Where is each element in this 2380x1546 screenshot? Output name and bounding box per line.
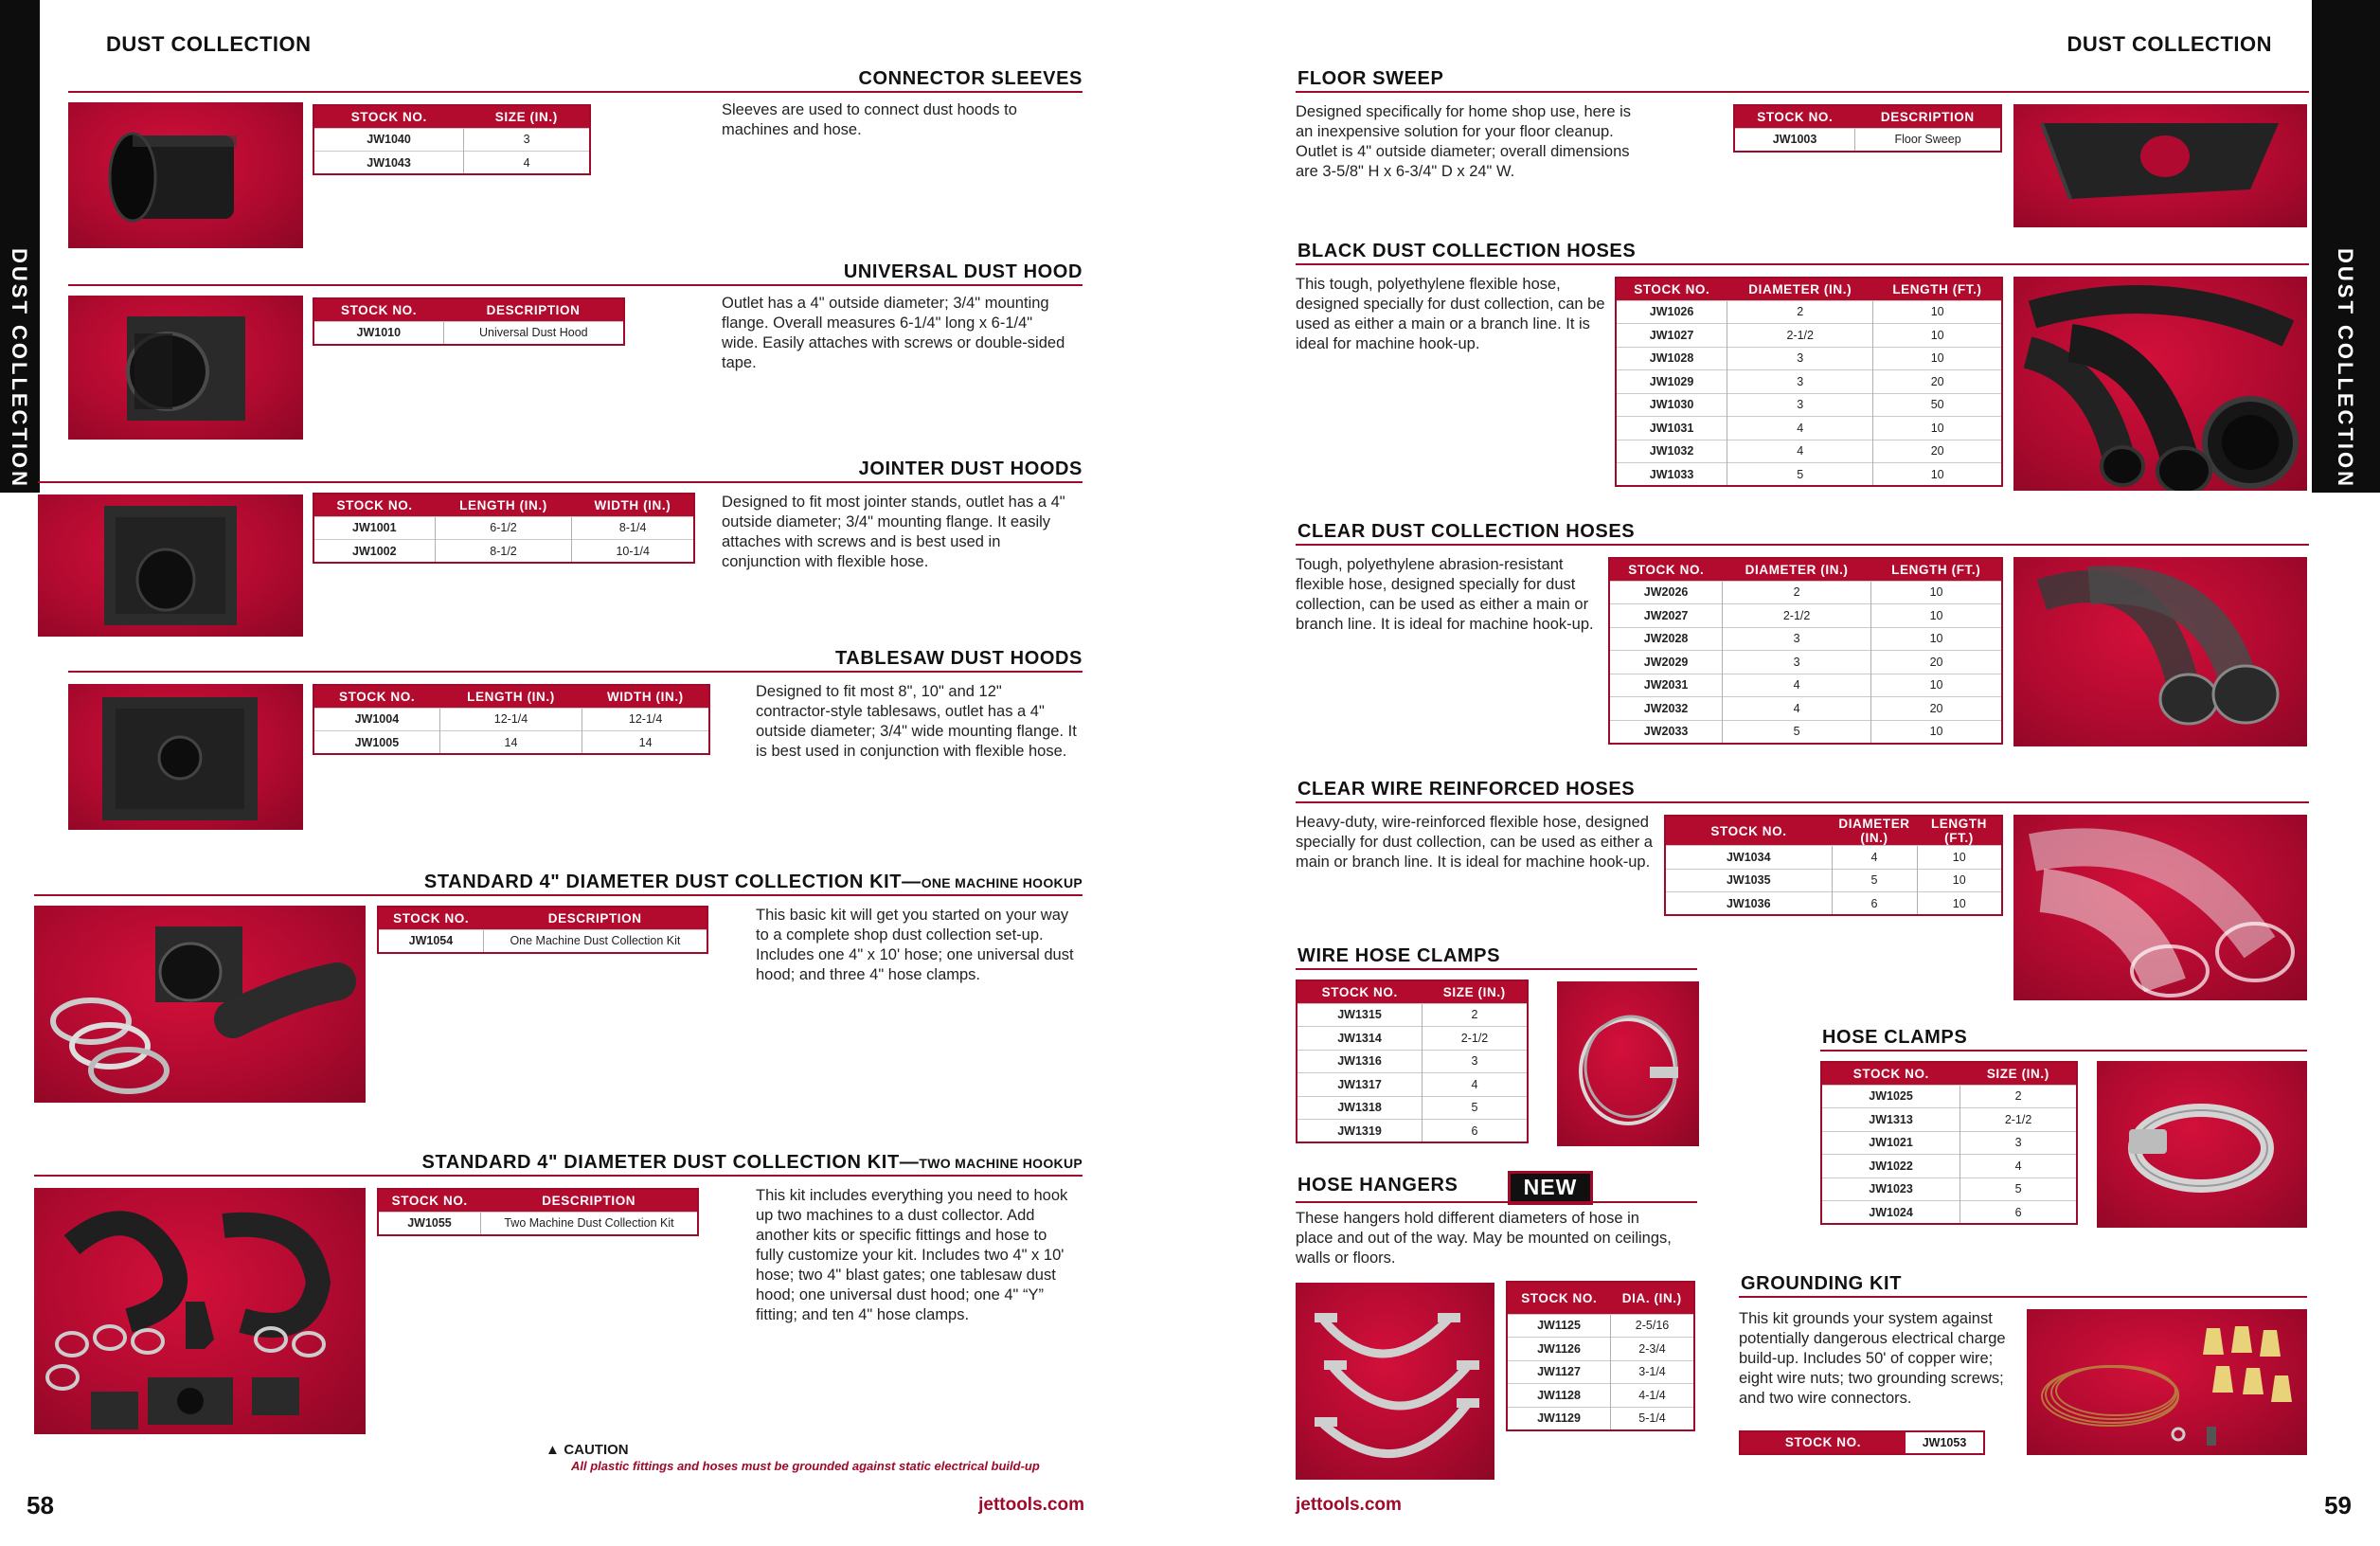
section-rule <box>1820 1050 2307 1052</box>
spec-table-hose-clamps: STOCK NO. SIZE (IN.) JW1025 2 JW1313 2-1/2 JW1021 3 JW1022 4 JW1023 5 JW1024 6 <box>1820 1061 2078 1225</box>
table-row: JW1005 14 14 <box>313 731 709 755</box>
side-tab-left-label: DUST COLLECTION <box>8 248 31 489</box>
table-row: JW1128 4-1/4 <box>1507 1384 1694 1408</box>
grounding-stock-label: STOCK NO. <box>1741 1432 1906 1453</box>
table-row: JW1027 2-1/2 10 <box>1616 324 2002 348</box>
table-row: JW1024 6 <box>1821 1201 2077 1225</box>
table-row: JW1127 3-1/4 <box>1507 1360 1694 1384</box>
table-row: JW1034 4 10 <box>1665 846 2002 870</box>
table-row: JW1319 6 <box>1297 1120 1528 1143</box>
description-kit-two: This kit includes everything you need to hook up two machines to a dust collector. Add another kits or specific fittings and hose to fully customize your kit. Includes two 4" x 10' hose; two 4" blast gates; one tablesaw dust hood; one universal dust hood; one 4" “Y” fitting; and ten 4" hose clamps. <box>756 1187 1068 1323</box>
section-rule <box>34 894 1083 896</box>
section-rule <box>1296 91 2309 93</box>
table-row: JW1054 One Machine Dust Collection Kit <box>378 929 707 953</box>
table-row: JW1040 3 <box>313 128 590 152</box>
photo-tablesaw-hood <box>68 684 303 830</box>
photo-connector-sleeve <box>68 102 303 248</box>
spec-table-tablesaw-hoods: STOCK NO. LENGTH (IN.) WIDTH (IN.) JW1004 12-1/4 12-1/4 JW1005 14 14 <box>313 684 710 755</box>
spec-table-floor-sweep: STOCK NO. DESCRIPTION JW1003 Floor Sweep <box>1733 104 2002 153</box>
photo-black-hoses <box>2013 277 2307 491</box>
page-header-left: DUST COLLECTION <box>106 32 312 56</box>
table-row: JW1313 2-1/2 <box>1821 1108 2077 1132</box>
table-row: JW2029 3 20 <box>1609 651 2002 674</box>
photo-hose-hangers <box>1296 1283 1494 1480</box>
photo-wire-reinforced <box>2013 815 2307 1000</box>
description-kit-one: This basic kit will get you started on your way to a complete shop dust collection set-up. Includes one 4" x 10' hose; one universal dust hood; and three 4" hose clamps. <box>756 907 1074 983</box>
spec-table-connector-sleeves: STOCK NO. SIZE (IN.) JW1040 3 JW1043 4 <box>313 104 591 175</box>
section-rule <box>68 284 1083 286</box>
table-row: JW1316 3 <box>1297 1050 1528 1073</box>
table-row: JW1023 5 <box>1821 1177 2077 1201</box>
table-row: JW1003 Floor Sweep <box>1734 128 2001 152</box>
section-title-clear-hoses: CLEAR DUST COLLECTION HOSES <box>1297 521 1636 542</box>
spec-table-wire-clamps: STOCK NO. SIZE (IN.) JW1315 2 JW1314 2-1/2 JW1316 3 JW1317 4 JW1318 5 JW1319 6 <box>1296 980 1529 1143</box>
table-row: JW1025 2 <box>1821 1085 2077 1108</box>
section-title-kit-two: STANDARD 4" DIAMETER DUST COLLECTION KIT—TWO MACHINE HOOKUP <box>421 1152 1083 1173</box>
section-title-universal-hood: UNIVERSAL DUST HOOD <box>843 261 1083 282</box>
section-title-jointer-hoods: JOINTER DUST HOODS <box>858 458 1083 479</box>
section-rule <box>34 1175 1083 1177</box>
section-rule <box>1739 1296 2307 1298</box>
table-row: JW1026 2 10 <box>1616 300 2002 324</box>
section-rule <box>1296 968 1697 970</box>
side-tab-left <box>0 0 40 493</box>
table-row: JW1129 5-1/4 <box>1507 1407 1694 1430</box>
description-clear-hoses: Tough, polyethylene abrasion-resistant flexible hose, designed specially for dust collection, can be used as either a main or branch line. It is ideal for machine hook-up. <box>1296 556 1594 633</box>
page-number-left: 58 <box>27 1491 54 1519</box>
spec-table-kit-one: STOCK NO. DESCRIPTION JW1054 One Machine Dust Collection Kit <box>377 906 708 954</box>
description-wire-reinforced: Heavy-duty, wire-reinforced flexible hose, designed specially for dust collection, can be used as either a main or branch line. It is ideal for machine hook-up. <box>1296 814 1653 871</box>
photo-hose-clamp <box>2097 1061 2307 1228</box>
section-title-black-hoses: BLACK DUST COLLECTION HOSES <box>1297 241 1637 261</box>
section-title-wire-clamps: WIRE HOSE CLAMPS <box>1297 945 1501 966</box>
photo-wire-clamp <box>1557 981 1699 1146</box>
table-row: JW2028 3 10 <box>1609 627 2002 651</box>
table-row: JW1028 3 10 <box>1616 347 2002 370</box>
side-tab-right-label: DUST COLLECTION <box>2334 248 2357 489</box>
table-row: JW1318 5 <box>1297 1096 1528 1120</box>
description-tablesaw-hoods: Designed to fit most 8", 10" and 12" contractor-style tablesaws, outlet has a 4" outside diameter; 3/4" wide mounting flange. It is best used in conjunction with flexible hose. <box>756 683 1077 760</box>
section-title-hose-clamps: HOSE CLAMPS <box>1822 1027 1968 1048</box>
spec-table-black-hoses: STOCK NO. DIAMETER (IN.) LENGTH (FT.) JW1026 2 10 JW1027 2-1/2 10 JW1028 3 10 JW1029 3 20 JW1030 3 50 JW1031 4 10 JW1032 4 20 JW1033 5 10 <box>1615 277 2003 487</box>
table-row: JW1032 4 20 <box>1616 440 2002 463</box>
description-floor-sweep: Designed specifically for home shop use, here is an inexpensive solution for your floor cleanup. Outlet is 4" outside diameter; overall dimensions are 3-5/8" H x 6-3/4" D x 24" W. <box>1296 103 1632 180</box>
photo-grounding-kit <box>2027 1309 2307 1455</box>
table-row: JW1002 8-1/2 10-1/4 <box>313 540 694 564</box>
photo-kit-two <box>34 1188 366 1434</box>
table-row: JW1036 6 10 <box>1665 892 2002 916</box>
side-tab-right <box>2312 0 2380 493</box>
section-title-grounding-kit: GROUNDING KIT <box>1741 1273 1903 1294</box>
section-title-wire-reinforced: CLEAR WIRE REINFORCED HOSES <box>1297 779 1636 800</box>
photo-clear-hoses <box>2013 557 2307 746</box>
section-rule <box>68 91 1083 93</box>
section-title-connector-sleeves: CONNECTOR SLEEVES <box>858 68 1083 89</box>
section-title-tablesaw-hoods: TABLESAW DUST HOODS <box>834 648 1083 669</box>
section-rule <box>38 481 1083 483</box>
section-title-kit-one: STANDARD 4" DIAMETER DUST COLLECTION KIT—ONE MACHINE HOOKUP <box>423 872 1083 892</box>
spec-table-universal-hood: STOCK NO. DESCRIPTION JW1010 Universal Dust Hood <box>313 297 625 346</box>
url-left[interactable]: jettools.com <box>978 1495 1084 1515</box>
url-right[interactable]: jettools.com <box>1296 1495 1402 1515</box>
section-title-hose-hangers: HOSE HANGERS <box>1297 1175 1458 1195</box>
photo-floor-sweep <box>2013 104 2307 227</box>
table-row: JW1022 4 <box>1821 1155 2077 1178</box>
spec-table-hose-hangers: STOCK NO. DIA. (IN.) JW1125 2-5/16 JW1126 2-3/4 JW1127 3-1/4 JW1128 4-1/4 JW1129 5-1/4 <box>1506 1281 1695 1431</box>
table-row: JW1043 4 <box>313 152 590 175</box>
grounding-stock-value: JW1053 <box>1922 1436 1967 1449</box>
spec-table-kit-two: STOCK NO. DESCRIPTION JW1055 Two Machine Dust Collection Kit <box>377 1188 699 1236</box>
table-row: JW1035 5 10 <box>1665 869 2002 892</box>
table-row: JW2031 4 10 <box>1609 674 2002 697</box>
section-rule <box>68 671 1083 673</box>
table-row: JW1010 Universal Dust Hood <box>313 321 624 345</box>
table-row: JW2026 2 10 <box>1609 581 2002 604</box>
section-rule <box>1296 801 2309 803</box>
page-number-right: 59 <box>2324 1491 2352 1519</box>
table-row: JW2032 4 20 <box>1609 697 2002 721</box>
section-rule <box>1296 263 2309 265</box>
table-row: JW2033 5 10 <box>1609 720 2002 744</box>
table-row: JW1030 3 50 <box>1616 393 2002 417</box>
warning-triangle-icon: ▲ <box>546 1442 560 1458</box>
table-row: JW1029 3 20 <box>1616 370 2002 394</box>
table-row: JW1031 4 10 <box>1616 417 2002 440</box>
table-row: JW1314 2-1/2 <box>1297 1027 1528 1051</box>
table-row: JW1021 3 <box>1821 1131 2077 1155</box>
table-row: JW1033 5 10 <box>1616 463 2002 487</box>
spec-table-clear-hoses: STOCK NO. DIAMETER (IN.) LENGTH (FT.) JW2026 2 10 JW2027 2-1/2 10 JW2028 3 10 JW2029 3 20 JW2031 4 10 JW2032 4 20 JW2033 5 10 <box>1608 557 2003 745</box>
table-row: JW1004 12-1/4 12-1/4 <box>313 708 709 731</box>
description-universal-hood: Outlet has a 4" outside diameter; 3/4" mounting flange. Overall measures 6-1/4" long x 6-1/4" wide. Easily attaches with screws or double-sided tape. <box>722 295 1065 371</box>
description-black-hoses: This tough, polyethylene flexible hose, designed specially for dust collection, can be used as either a main or a branch line. It is ideal for machine hook-up. <box>1296 276 1605 352</box>
caution-title: CAUTION <box>564 1442 629 1458</box>
section-title-floor-sweep: FLOOR SWEEP <box>1297 68 1444 89</box>
description-connector-sleeves: Sleeves are used to connect dust hoods to machines and hose. <box>722 101 1017 138</box>
description-hose-hangers: These hangers hold different diameters of hose in place and out of the way. May be mounted on ceilings, walls or floors. <box>1296 1210 1672 1267</box>
table-row: JW1315 2 <box>1297 1003 1528 1027</box>
caution-block <box>546 1442 629 1459</box>
photo-jointer-hood <box>38 494 303 637</box>
photo-universal-hood <box>68 296 303 440</box>
table-row: JW1126 2-3/4 <box>1507 1338 1694 1361</box>
table-row: JW1125 2-5/16 <box>1507 1314 1694 1338</box>
new-badge: NEW <box>1508 1171 1593 1205</box>
section-rule <box>1296 1201 1697 1203</box>
spec-table-jointer-hoods: STOCK NO. LENGTH (IN.) WIDTH (IN.) JW1001 6-1/2 8-1/4 JW1002 8-1/2 10-1/4 <box>313 493 695 564</box>
table-row: JW1317 4 <box>1297 1073 1528 1097</box>
caution-text: All plastic fittings and hoses must be grounded against static electrical build-up <box>571 1459 1040 1473</box>
grounding-stock-box <box>1739 1430 1985 1455</box>
table-row: JW2027 2-1/2 10 <box>1609 604 2002 628</box>
description-jointer-hoods: Designed to fit most jointer stands, outlet has a 4" outside diameter; 3/4" mounting flange. It easily attaches with screws and is best used in conjunction with flexible hose. <box>722 494 1065 570</box>
section-rule <box>1296 544 2309 546</box>
table-row: JW1001 6-1/2 8-1/4 <box>313 516 694 540</box>
table-row: JW1055 Two Machine Dust Collection Kit <box>378 1212 698 1235</box>
photo-kit-one <box>34 906 366 1103</box>
description-grounding-kit: This kit grounds your system against potentially dangerous electrical charge build-up. Includes 50' of copper wire; eight wire nuts; two grounding screws; and two wire connectors. <box>1739 1310 2006 1407</box>
spec-table-wire-reinforced: STOCK NO. DIAMETER (IN.) LENGTH (FT.) JW1034 4 10 JW1035 5 10 JW1036 6 10 <box>1664 815 2003 916</box>
page-header-right: DUST COLLECTION <box>2067 32 2272 56</box>
